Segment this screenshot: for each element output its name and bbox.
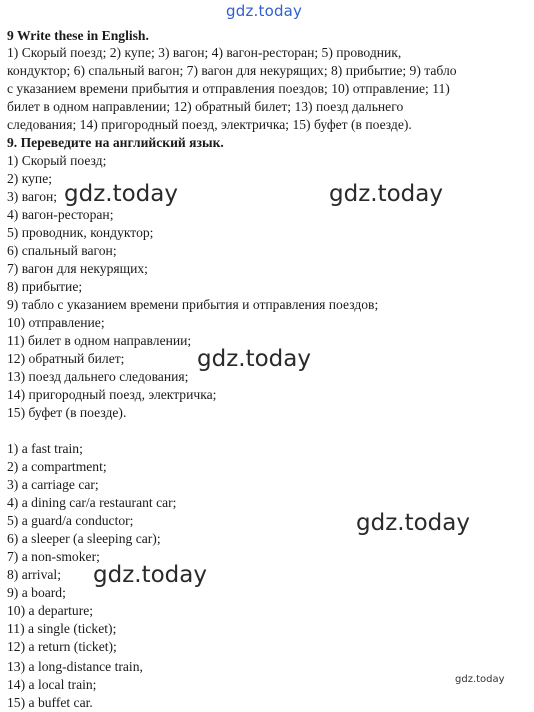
russian-item: 8) прибытие;	[7, 279, 83, 294]
russian-item: 11) билет в одном направлении;	[7, 333, 192, 348]
english-item: 9) a board;	[7, 585, 66, 600]
translation-title: 9. Переведите на английский язык.	[7, 135, 224, 150]
english-item: 8) arrival;	[7, 567, 61, 582]
watermark-overlay: gdz.today	[356, 510, 470, 536]
english-item: 15) a buffet car.	[7, 695, 93, 710]
russian-item: 15) буфет (в поезде).	[7, 405, 127, 420]
english-item: 6) a sleeper (a sleeping car);	[7, 531, 161, 546]
paragraph-line: с указанием времени прибытия и отправления поездов; 10) отправление; 11)	[7, 81, 450, 96]
russian-item: 3) вагон;	[7, 189, 58, 204]
english-item: 3) a carriage car;	[7, 477, 99, 492]
russian-item: 2) купе;	[7, 171, 53, 186]
russian-item: 1) Скорый поезд;	[7, 153, 107, 168]
english-item: 1) a fast train;	[7, 441, 83, 456]
watermark-overlay: gdz.today	[197, 346, 311, 372]
english-item: 7) a non-smoker;	[7, 549, 100, 564]
paragraph-line: билет в одном направлении; 12) обратный билет; 13) поезд дальнего	[7, 99, 404, 114]
russian-item: 14) пригородный поезд, электричка;	[7, 387, 217, 402]
english-item: 14) a local train;	[7, 677, 97, 692]
russian-item: 7) вагон для некурящих;	[7, 261, 148, 276]
english-item: 4) a dining car/a restaurant car;	[7, 495, 177, 510]
english-item: 2) a compartment;	[7, 459, 107, 474]
english-item: 12) a return (ticket);	[7, 639, 117, 654]
russian-item: 13) поезд дальнего следования;	[7, 369, 189, 384]
watermark-small: gdz.today	[455, 674, 505, 685]
russian-item: 6) спальный вагон;	[7, 243, 117, 258]
english-item: 10) a departure;	[7, 603, 94, 618]
exercise-title: 9 Write these in English.	[7, 28, 149, 43]
russian-item: 9) табло с указанием времени прибытия и отправления поездов;	[7, 297, 379, 312]
watermark-overlay: gdz.today	[93, 562, 207, 588]
watermark-overlay: gdz.today	[329, 181, 443, 207]
russian-item: 4) вагон-ресторан;	[7, 207, 114, 222]
watermark-overlay: gdz.today	[64, 181, 178, 207]
english-item: 5) a guard/a conductor;	[7, 513, 134, 528]
watermark-top: gdz.today	[226, 2, 303, 20]
english-item: 13) a long-distance train,	[7, 659, 143, 674]
russian-item: 12) обратный билет;	[7, 351, 125, 366]
russian-item: 5) проводник, кондуктор;	[7, 225, 154, 240]
paragraph-line: кондуктор; 6) спальный вагон; 7) вагон для некурящих; 8) прибытие; 9) табло	[7, 63, 457, 78]
paragraph-line: следования; 14) пригородный поезд, электричка; 15) буфет (в поезде).	[7, 117, 412, 132]
russian-item: 10) отправление;	[7, 315, 105, 330]
english-item: 11) a single (ticket);	[7, 621, 117, 636]
paragraph-line: 1) Скорый поезд; 2) купе; 3) вагон; 4) вагон-ресторан; 5) проводник,	[7, 45, 402, 60]
